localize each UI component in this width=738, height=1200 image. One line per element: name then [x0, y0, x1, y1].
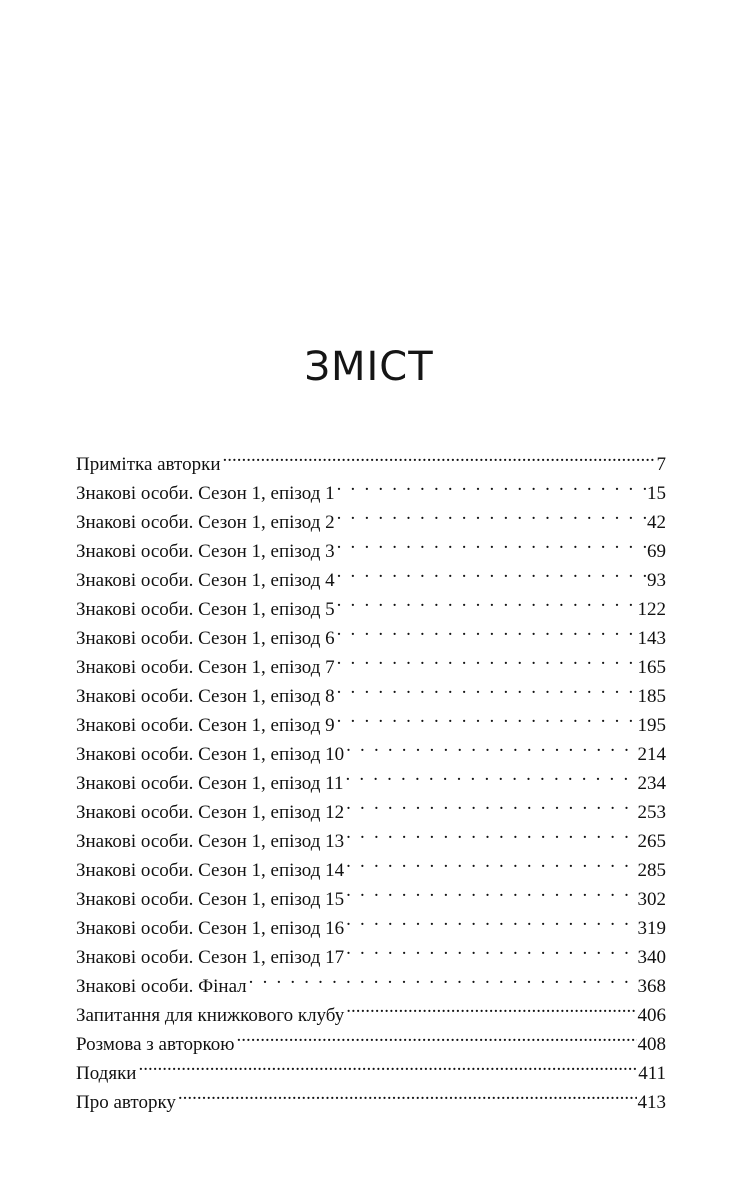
toc-entry-label: Знакові особи. Сезон 1, епізод 16 — [76, 918, 345, 939]
toc-entry-label: Розмова з авторкою — [76, 1034, 235, 1055]
toc-entry-page: 285 — [637, 860, 666, 881]
dot-leader — [346, 876, 636, 905]
dot-leader — [346, 905, 636, 934]
dot-leader — [337, 470, 646, 499]
toc-entry-page: 340 — [637, 947, 666, 968]
dot-leader — [346, 934, 636, 963]
toc-entry-label: Знакові особи. Сезон 1, епізод 2 — [76, 512, 335, 533]
toc-entry-page: 253 — [637, 802, 666, 823]
dot-leader — [223, 441, 656, 470]
dot-leader — [178, 1079, 637, 1108]
toc-entry-page: 406 — [637, 1005, 666, 1026]
toc-entry-label: Знакові особи. Сезон 1, епізод 3 — [76, 541, 335, 562]
toc-entry-page: 122 — [637, 599, 666, 620]
toc-entry-page: 214 — [637, 744, 666, 765]
dot-leader — [337, 557, 646, 586]
toc-entry-page: 143 — [637, 628, 666, 649]
toc-entry-label: Знакові особи. Сезон 1, епізод 12 — [76, 802, 345, 823]
dot-leader — [337, 615, 637, 644]
dot-leader — [346, 731, 636, 760]
toc-entry-page: 69 — [647, 541, 666, 562]
toc-entry-page: 234 — [637, 773, 666, 794]
dot-leader — [346, 789, 636, 818]
dot-leader — [337, 528, 646, 557]
dot-leader — [346, 818, 636, 847]
dot-leader — [236, 1021, 636, 1050]
toc-entry-label: Знакові особи. Сезон 1, епізод 15 — [76, 889, 345, 910]
dot-leader — [337, 644, 637, 673]
toc-entry — [76, 441, 666, 475]
toc-entry-page: 411 — [638, 1063, 666, 1084]
dot-leader — [138, 1050, 637, 1079]
toc-entry-label: Знакові особи. Сезон 1, епізод 13 — [76, 831, 345, 852]
page-title: ЗМІСТ — [304, 343, 434, 390]
toc-entry-page: 195 — [637, 715, 666, 736]
dot-leader — [337, 673, 637, 702]
toc-entry — [76, 1050, 666, 1084]
toc-entry-page: 165 — [637, 657, 666, 678]
toc-entry — [76, 1079, 666, 1113]
dot-leader — [337, 702, 637, 731]
dot-leader — [346, 847, 636, 876]
toc-entry-page: 7 — [656, 454, 666, 475]
toc-entry-label: Знакові особи. Сезон 1, епізод 7 — [76, 657, 335, 678]
toc-entry-label: Про авторку — [76, 1092, 176, 1113]
toc-entry-page: 302 — [637, 889, 666, 910]
toc-entry-label: Знакові особи. Сезон 1, епізод 8 — [76, 686, 335, 707]
dot-leader — [337, 586, 637, 615]
toc-entry-page: 42 — [647, 512, 666, 533]
toc-entry-page: 368 — [637, 976, 666, 997]
toc-entry-page: 15 — [647, 483, 666, 504]
dot-leader — [249, 963, 637, 992]
toc-entry-label: Знакові особи. Сезон 1, епізод 1 — [76, 483, 335, 504]
toc-entry-label: Знакові особи. Сезон 1, епізод 9 — [76, 715, 335, 736]
dot-leader — [337, 499, 646, 528]
toc-entry-label: Знакові особи. Фінал — [76, 976, 247, 997]
table-of-contents — [76, 441, 666, 1113]
toc-entry-page: 319 — [637, 918, 666, 939]
dot-leader — [346, 992, 636, 1021]
toc-entry-page: 93 — [647, 570, 666, 591]
toc-entry-label: Примітка авторки — [76, 454, 221, 475]
toc-entry-label: Знакові особи. Сезон 1, епізод 10 — [76, 744, 345, 765]
dot-leader — [345, 760, 636, 789]
toc-entry-label: Запитання для книжкового клубу — [76, 1005, 345, 1026]
toc-entry-label: Знакові особи. Сезон 1, епізод 4 — [76, 570, 335, 591]
toc-entry-label: Знакові особи. Сезон 1, епізод 5 — [76, 599, 335, 620]
toc-entry-page: 408 — [637, 1034, 666, 1055]
toc-entry-label: Знакові особи. Сезон 1, епізод 17 — [76, 947, 345, 968]
toc-entry-label: Знакові особи. Сезон 1, епізод 14 — [76, 860, 345, 881]
toc-entry-page: 413 — [637, 1092, 666, 1113]
toc-entry-page: 185 — [637, 686, 666, 707]
toc-entry-label: Знакові особи. Сезон 1, епізод 11 — [76, 773, 344, 794]
toc-entry-label: Знакові особи. Сезон 1, епізод 6 — [76, 628, 335, 649]
toc-entry-page: 265 — [637, 831, 666, 852]
toc-entry-label: Подяки — [76, 1063, 137, 1084]
